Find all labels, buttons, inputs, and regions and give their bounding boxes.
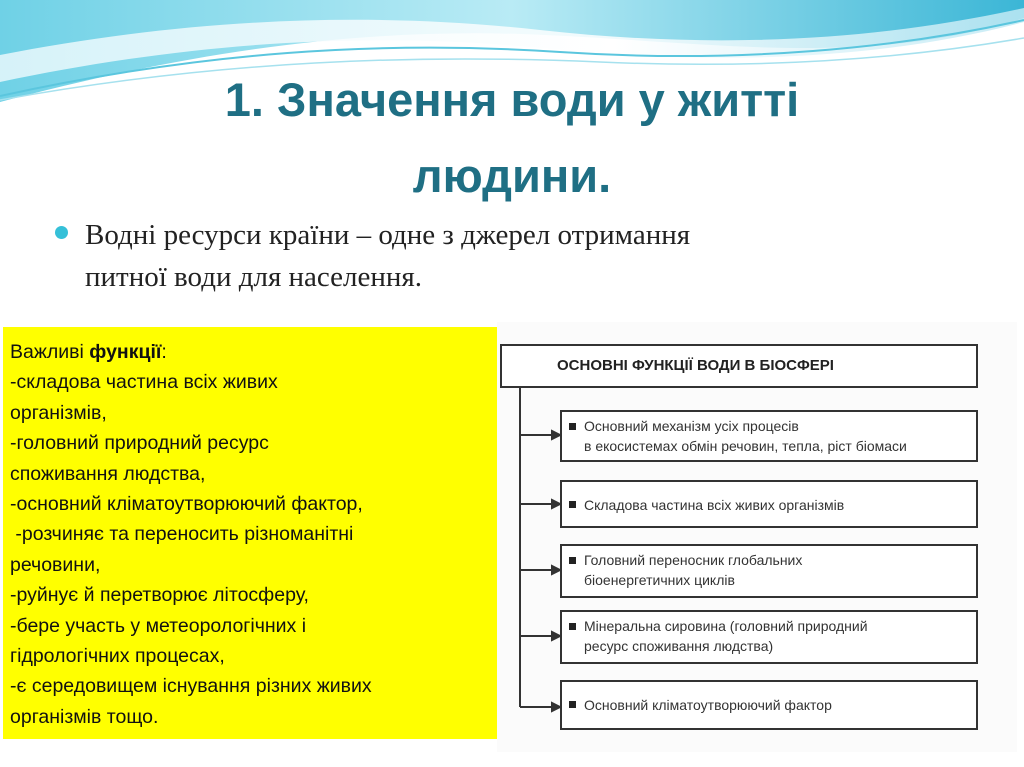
square-bullet-icon <box>569 557 576 564</box>
functions-line: -є середовищем існування різних живих <box>10 675 372 698</box>
bullet-line-1: Водні ресурси країни – одне з джерел отримання <box>85 219 691 251</box>
functions-intro-bold: функції <box>89 341 162 363</box>
functions-line: -бере участь у метеорологічних і <box>10 614 307 637</box>
diagram-item-line-1: Мінеральна сировина (головний природний <box>584 618 868 634</box>
bullet-line-2: питної води для населення. <box>85 261 422 293</box>
diagram-item-line-2: в екосистемах обмін речовин, тепла, ріст біомаси <box>584 438 907 454</box>
diagram-item <box>560 610 978 664</box>
functions-line: організмів тощо. <box>10 705 159 728</box>
diagram-item-line-1: Основний кліматоутворюючий фактор <box>584 697 832 713</box>
diagram-header: ОСНОВНІ ФУНКЦІЇ ВОДИ В БІОСФЕРІ <box>500 344 978 388</box>
bullet-text <box>85 214 945 298</box>
functions-line: -руйнує й перетворює літосферу, <box>10 584 309 607</box>
square-bullet-icon <box>569 623 576 630</box>
diagram-item-line-1: Основний механізм усіх процесів <box>584 418 799 434</box>
diagram-item-line-1: Складова частина всіх живих організмів <box>584 497 845 513</box>
functions-intro-colon: : <box>161 341 167 363</box>
functions-highlight-box <box>3 327 497 739</box>
functions-line: -складова частина всіх живих <box>10 371 278 394</box>
diagram-item-line-1: Головний переносник глобальних <box>584 552 803 568</box>
functions-line: споживання людства, <box>10 462 206 485</box>
functions-intro <box>10 337 491 367</box>
diagram-item <box>560 680 978 730</box>
diagram-item-line-2: ресурс споживання людства) <box>584 638 774 654</box>
bullet-dot-icon <box>55 226 68 239</box>
diagram-item <box>560 544 978 598</box>
functions-intro-plain: Важливі <box>10 341 90 363</box>
diagram-item <box>560 480 978 528</box>
diagram-item-line-2: біоенергетичних циклів <box>584 572 735 588</box>
functions-line: речовини, <box>10 553 101 576</box>
functions-line: -розчиняє та переносить різноманітні <box>10 523 354 546</box>
functions-line: -головний природний ресурс <box>10 432 269 455</box>
title-line-2: людини. <box>412 149 612 202</box>
functions-line: організмів, <box>10 401 107 424</box>
square-bullet-icon <box>569 701 576 708</box>
diagram-item <box>560 410 978 462</box>
square-bullet-icon <box>569 501 576 508</box>
functions-line: гідрологічних процесах, <box>10 645 225 668</box>
functions-line: -основний кліматоутворюючий фактор, <box>10 493 363 516</box>
title-line-1: 1. Значення води у житті <box>224 73 800 126</box>
square-bullet-icon <box>569 423 576 430</box>
page-title <box>0 62 1024 214</box>
biosphere-functions-diagram <box>497 322 1017 752</box>
